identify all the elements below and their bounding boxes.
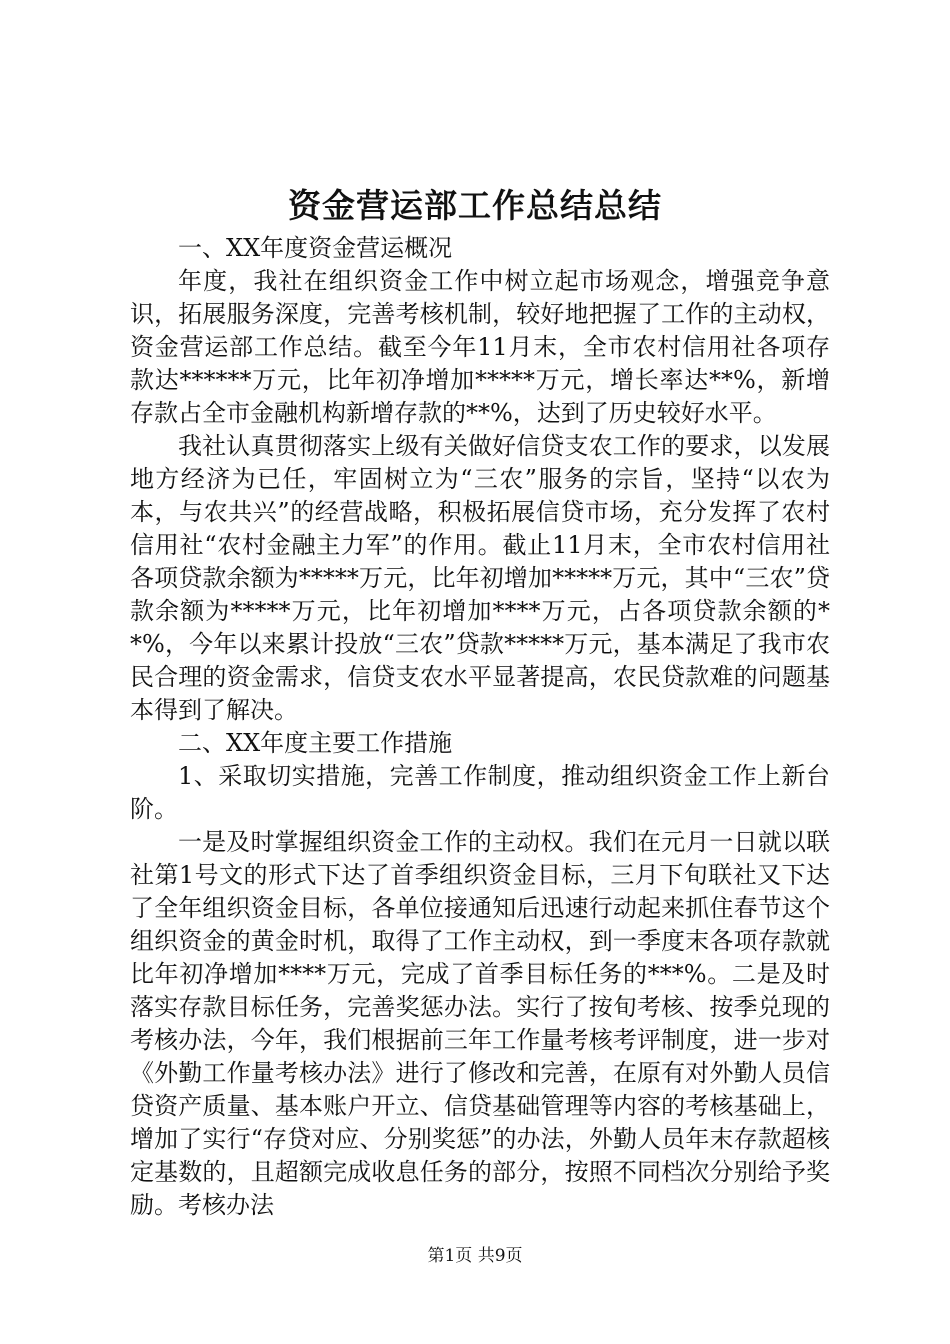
paragraph-measure-1: 1、采取切实措施，完善工作制度，推动组织资金工作上新台阶。 [130, 762, 830, 823]
paragraph-measure-details: 一是及时掌握组织资金工作的主动权。我们在元月一日就以联社第1号文的形式下达了首季组织资金目标，三月下旬联社又下达了全年组织资金目标，各单位接通知后迅速行动起来抓住春节这个组织资金的黄金时机，取得了工作主动权，到一季度末各项存款就比年初净增加****万元，完成了首季目标任务的***%。二是及时落实存款目标任务，完善奖惩办法。实行了按旬考核、按季兑现的考核办法，今年，我们根据前三年工作量考核考评制度，进一步对《外勤工作量考核办法》进行了修改和完善，在原有对外勤人员信贷资产质量、基本账户开立、信贷基础管理等内容的考核基础上，增加了实行“存贷对应、分别奖惩”的办法，外勤人员年末存款超核定基数的，且超额完成收息任务的部分，按照不同档次分别给予奖励。考核办法 [130, 828, 830, 1219]
document-title: 资金营运部工作总结总结 [288, 186, 662, 225]
section-heading-1: 一、XX年度资金营运概况 [178, 234, 453, 262]
document-body [130, 232, 830, 1222]
section-heading-2: 二、XX年度主要工作措施 [178, 729, 453, 757]
paragraph-loans: 我社认真贯彻落实上级有关做好信贷支农工作的要求，以发展地方经济为已任，牢固树立为“三农”服务的宗旨，坚持“以农为本，与农共兴”的经营战略，积极拓展信贷市场，充分发挥了农村信用社“农村金融主力军”的作用。截止11月末，全市农村信用社各项贷款余额为*****万元，比年初增加*****万元，其中“三农”贷款余额为*****万元，比年初增加****万元，占各项贷款余额的**%，今年以来累计投放“三农”贷款*****万元，基本满足了我市农民合理的资金需求，信贷支农水平显著提高，农民贷款难的问题基本得到了解决。 [130, 432, 830, 724]
paragraph-overview: 年度，我社在组织资金工作中树立起市场观念，增强竞争意识，拓展服务深度，完善考核机制，较好地把握了工作的主动权，资金营运部工作总结。截至今年11月末，全市农村信用社各项存款达******万元，比年初净增加*****万元，增长率达**%，新增存款占全市金融机构新增存款的**%，达到了历史较好水平。 [130, 267, 830, 427]
page-number-footer: 第1页 共9页 [427, 1246, 523, 1266]
